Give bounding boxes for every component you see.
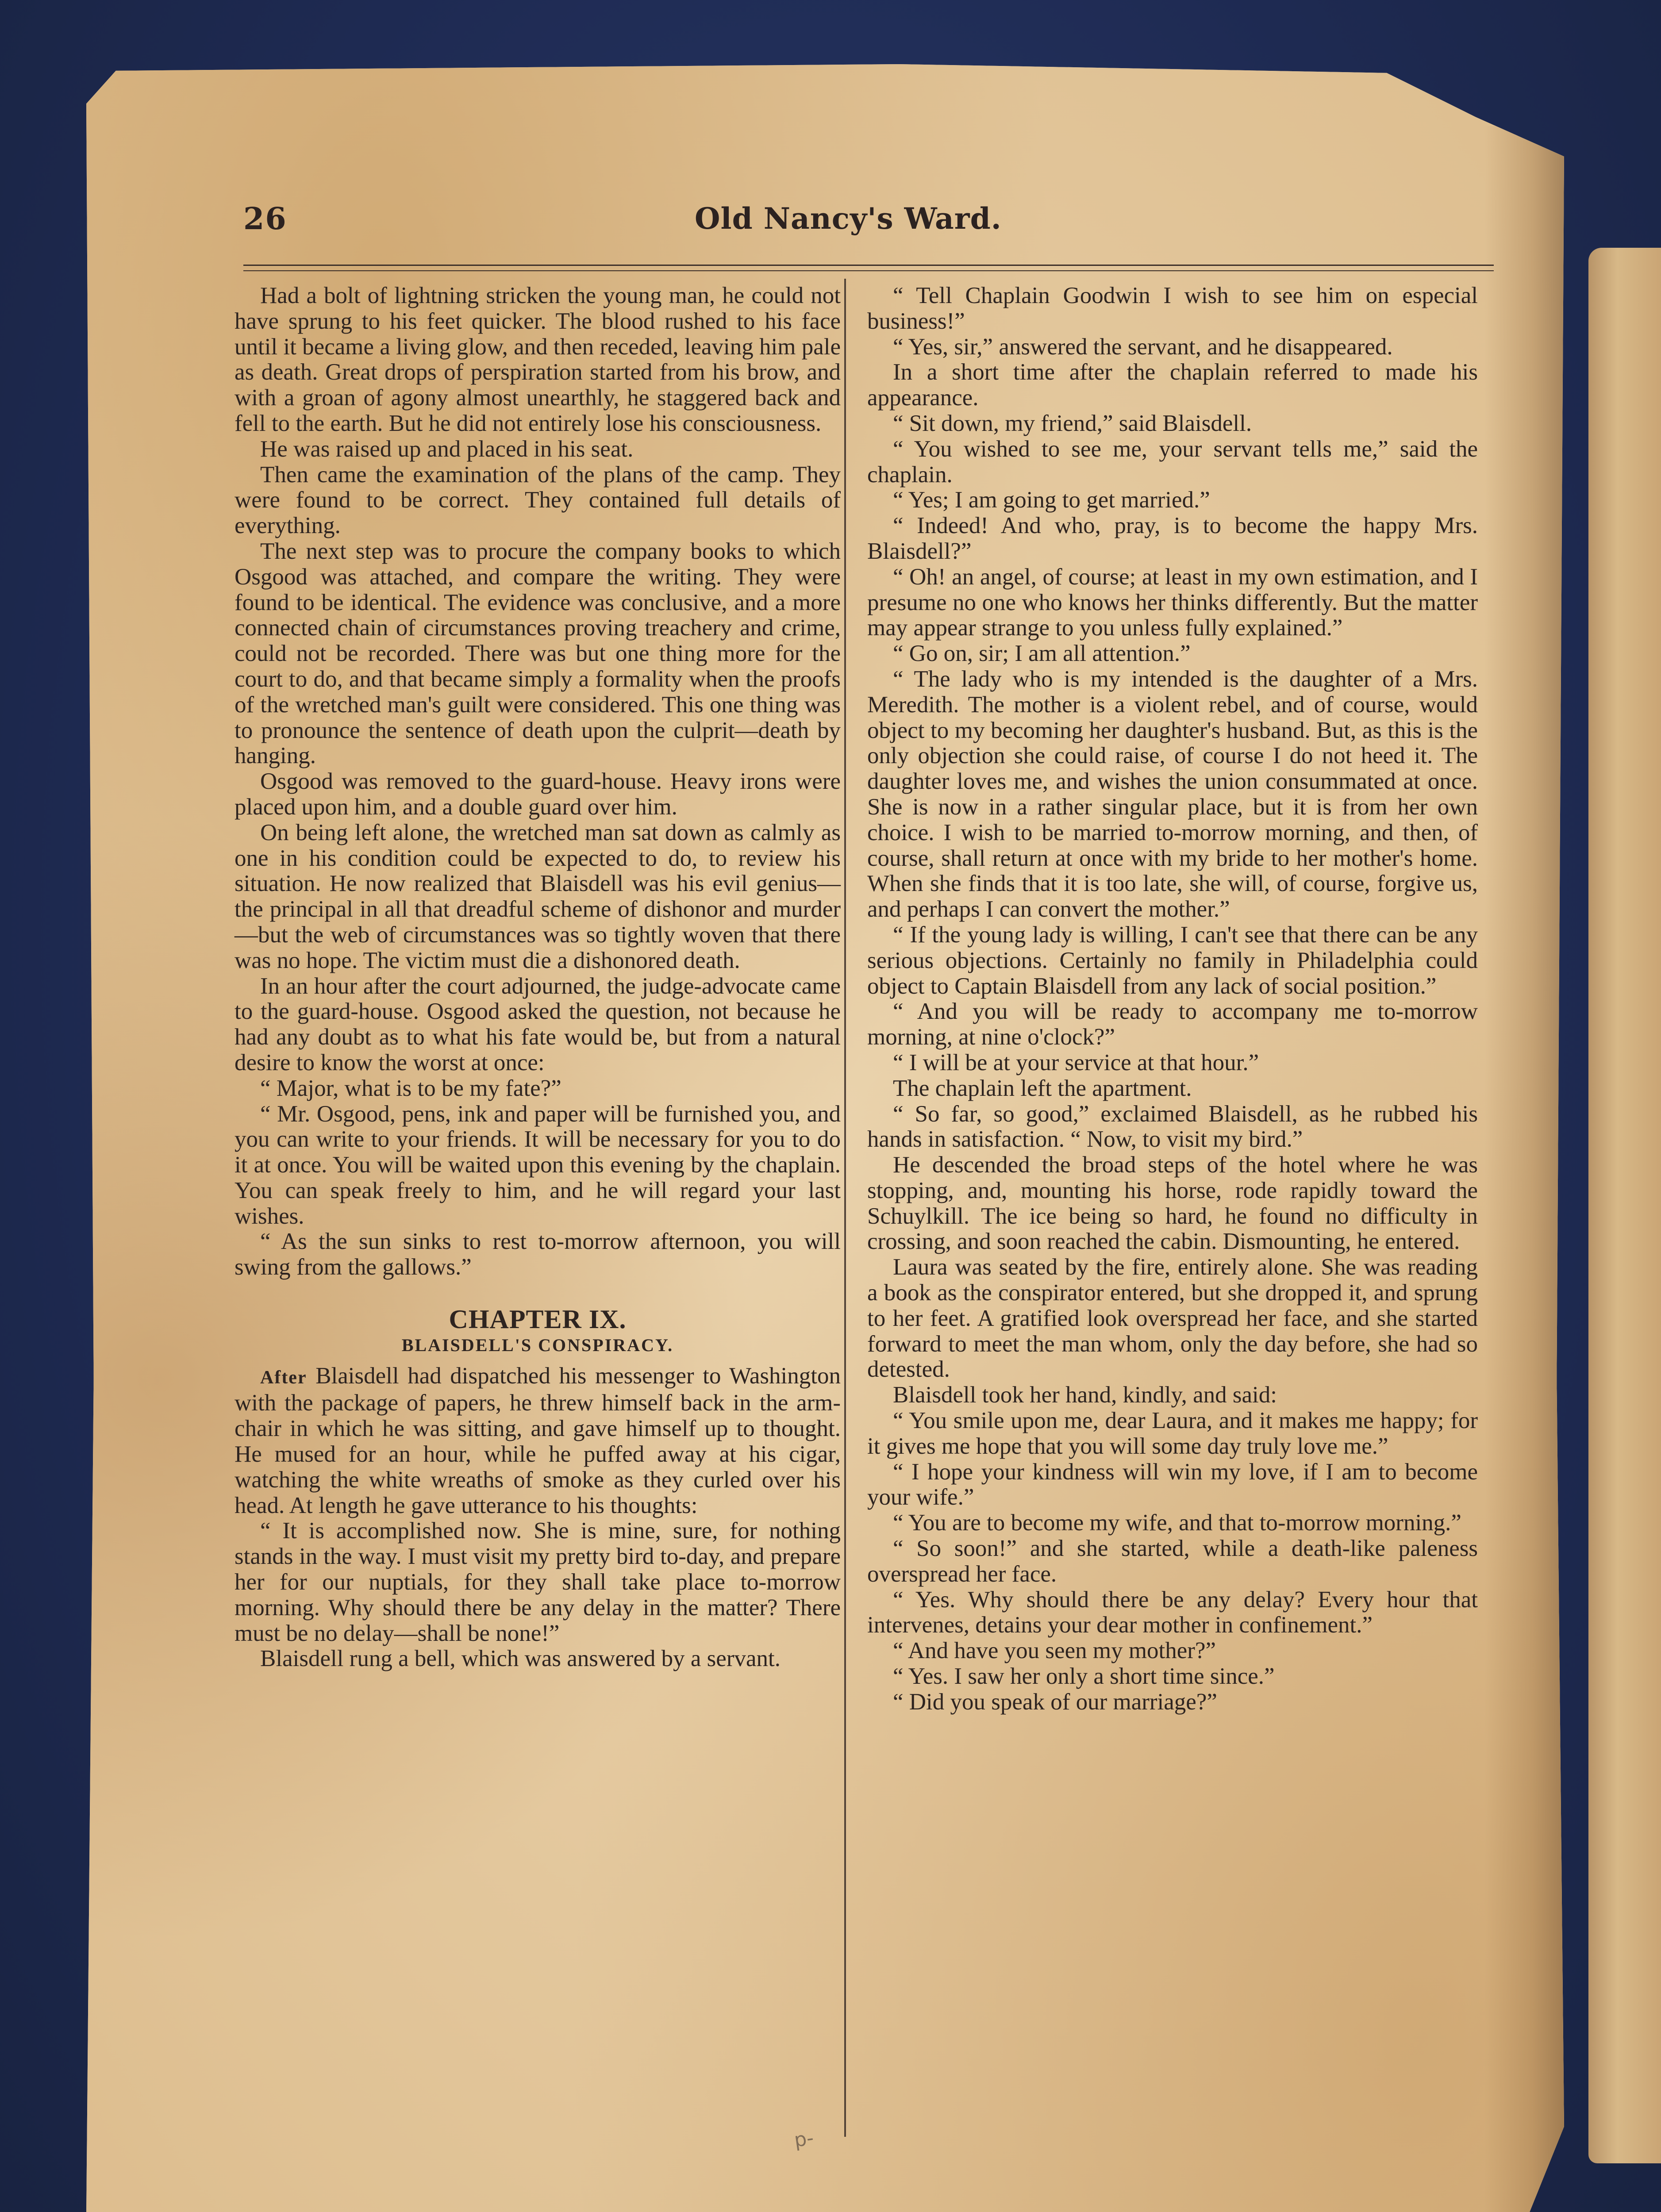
paragraph: “ I will be at your service at that hour.” bbox=[893, 1049, 1259, 1075]
paragraph: Osgood was removed to the guard-house. Heavy irons were placed upon him, and a double guard over him. bbox=[235, 768, 841, 820]
adjacent-page-edge bbox=[1588, 248, 1661, 2163]
paragraph: He descended the broad steps of the hotel where he was stopping, and, mounting his horse, rode rapidly toward the Schuylkill. The ice being so hard, he found no difficulty in crossing, and soon reached the cabin. Dismounting, he entered. bbox=[867, 1152, 1478, 1255]
page-number: 26 bbox=[243, 201, 287, 237]
chapter-heading: CHAPTER IX. bbox=[449, 1305, 627, 1334]
paragraph: “ Yes, sir,” answered the servant, and he disappeared. bbox=[893, 334, 1393, 360]
left-column bbox=[235, 283, 841, 1672]
paragraph: “ Major, what is to be my fate?” bbox=[260, 1075, 561, 1101]
paragraph: “ I hope your kindness will win my love, if I am to become your wife.” bbox=[867, 1459, 1478, 1510]
paragraph: “ If the young lady is willing, I can't see that there can be any serious objections. Certainly no family in Philadelphia could object to Captain Blaisdell from any lack of social position.” bbox=[867, 922, 1478, 999]
paragraph: “ As the sun sinks to rest to-morrow afternoon, you will swing from the gallows.” bbox=[235, 1229, 841, 1280]
paragraph: Laura was seated by the fire, entirely alone. She was reading a book as the conspirator entered, but she dropped it, and sprung to her feet. A gratified look overspread her face, and she started forward to meet the man whom, only the day before, she had so detested. bbox=[867, 1254, 1478, 1382]
running-title: Old Nancy's Ward. bbox=[695, 201, 1002, 236]
paragraph: He was raised up and placed in his seat. bbox=[260, 436, 634, 462]
paragraph: “ Yes. Why should there be any delay? Every hour that intervenes, detains your dear mother in confinement.” bbox=[867, 1586, 1478, 1638]
page-shading bbox=[1484, 126, 1564, 2212]
paragraph: Blaisdell took her hand, kindly, and said: bbox=[893, 1382, 1277, 1408]
paragraph: “ Go on, sir; I am all attention.” bbox=[893, 641, 1191, 667]
chapter-subtitle: BLAISDELL'S CONSPIRACY. bbox=[401, 1335, 674, 1355]
paragraph: “ Yes; I am going to get married.” bbox=[893, 487, 1210, 513]
paragraph: The chaplain left the apartment. bbox=[893, 1075, 1192, 1101]
chapter-first-paragraph bbox=[235, 1363, 841, 1519]
page-header bbox=[243, 201, 1456, 250]
paragraph: “ And have you seen my mother?” bbox=[893, 1638, 1216, 1664]
paragraph: On being left alone, the wretched man sat down as calmly as one in his condition could be expected to do, to review his situation. He now realized that Blaisdell was his evil genius—the principal in all that dreadful scheme of dishonor and murder—but the web of circumstances was so tightly woven that there was no hope. The victim must die a dishonored death. bbox=[235, 819, 841, 973]
paragraph: “ Indeed! And who, pray, is to become the happy Mrs. Blaisdell?” bbox=[867, 513, 1478, 564]
paragraph: “ You smile upon me, dear Laura, and it makes me happy; for it gives me hope that you will some day truly love me.” bbox=[867, 1408, 1478, 1459]
paragraph: Then came the examination of the plans of the camp. They were found to be correct. They contained full details of everything. bbox=[235, 461, 841, 539]
paragraph: “ You are to become my wife, and that to-morrow morning.” bbox=[893, 1510, 1461, 1536]
right-column bbox=[867, 283, 1478, 1715]
paragraph: “ And you will be ready to accompany me to-morrow morning, at nine o'clock?” bbox=[867, 998, 1478, 1050]
paragraph: Blaisdell rung a bell, which was answered by a servant. bbox=[260, 1646, 781, 1672]
paragraph: “ It is accomplished now. She is mine, sure, for nothing stands in the way. I must visit my pretty bird to-day, and prepare her for our nuptials, for they shall take place to-morrow morning. Why should there be any delay in the matter? There must be no delay—shall be none!” bbox=[235, 1518, 841, 1646]
paragraph: “ Yes. I saw her only a short time since.” bbox=[893, 1663, 1275, 1690]
paragraph: “ So far, so good,” exclaimed Blaisdell, as he rubbed his hands in satisfaction. “ Now, to visit my bird.” bbox=[867, 1101, 1478, 1152]
paragraph: “ Oh! an angel, of course; at least in my own estimation, and I presume no one who knows her thinks differently. But the matter may appear strange to you unless fully explained.” bbox=[867, 564, 1478, 641]
paragraph: “ Mr. Osgood, pens, ink and paper will be furnished you, and you can write to your friends. It will be necessary for you to do it at once. You will be waited upon this evening by the chaplain. You can speak freely to him, and he will regard your last wishes. bbox=[235, 1101, 841, 1229]
handwritten-mark: p- bbox=[792, 2127, 815, 2152]
paragraph: “ Tell Chaplain Goodwin I wish to see him on especial business!” bbox=[867, 283, 1478, 334]
paragraph: In a short time after the chaplain referred to made his appearance. bbox=[867, 359, 1478, 411]
paragraph: In an hour after the court adjourned, the judge-advocate came to the guard-house. Osgood asked the question, not because he had any doubt as to what his fate would be, but from a natural desire to know the worst at once: bbox=[235, 973, 841, 1075]
paragraph-text: Blaisdell had dispatched his messenger to Washington with the package of papers, he threw himself back in the arm-chair in which he was sitting, and gave himself up to thought. He mused for an hour, while he puffed away at his cigar, watching the white wreaths of smoke as they curled over his head. At length he gave utterance to his thoughts: bbox=[235, 1363, 841, 1518]
column-divider bbox=[844, 279, 846, 2137]
opening-word: After bbox=[260, 1367, 307, 1388]
paragraph: The next step was to procure the company books to which Osgood was attached, and compare the writing. They were found to be identical. The evidence was conclusive, and a more connected chain of circumstances proving treachery and crime, could not be recorded. There was but one thing more for the court to do, and that became simply a formality when the proofs of the wretched man's guilt were considered. This one thing was to pronounce the sentence of death upon the culprit—death by hanging. bbox=[235, 538, 841, 769]
paragraph: “ The lady who is my intended is the daughter of a Mrs. Meredith. The mother is a violent rebel, and of course, would object to my becoming her daughter's husband. But, as this is the only objection she could raise, of course I do not heed it. The daughter loves me, and wishes the union consummated at once. She is now in a rather singular place, but it is from her own choice. I wish to be married to-morrow morning, and then, of course, shall return at once with my bride to her mother's home. When she finds that it is too late, she will, of course, forgive us, and perhaps I can convert the mother.” bbox=[867, 666, 1478, 922]
paragraph: Had a bolt of lightning stricken the young man, he could not have sprung to his feet quicker. The blood rushed to his face until it became a living glow, and then receded, leaving him pale as death. Great drops of perspiration started from his brow, and with a groan of agony almost unearthly, he staggered back and fell to the earth. But he did not entirely lose his consciousness. bbox=[235, 283, 841, 436]
paragraph: “ Sit down, my friend,” said Blaisdell. bbox=[893, 410, 1252, 436]
paragraph: “ Did you speak of our marriage?” bbox=[893, 1689, 1217, 1715]
header-rule bbox=[243, 265, 1494, 271]
paragraph: “ So soon!” and she started, while a death-like paleness overspread her face. bbox=[867, 1536, 1478, 1587]
paragraph: “ You wished to see me, your servant tells me,” said the chaplain. bbox=[867, 436, 1478, 488]
